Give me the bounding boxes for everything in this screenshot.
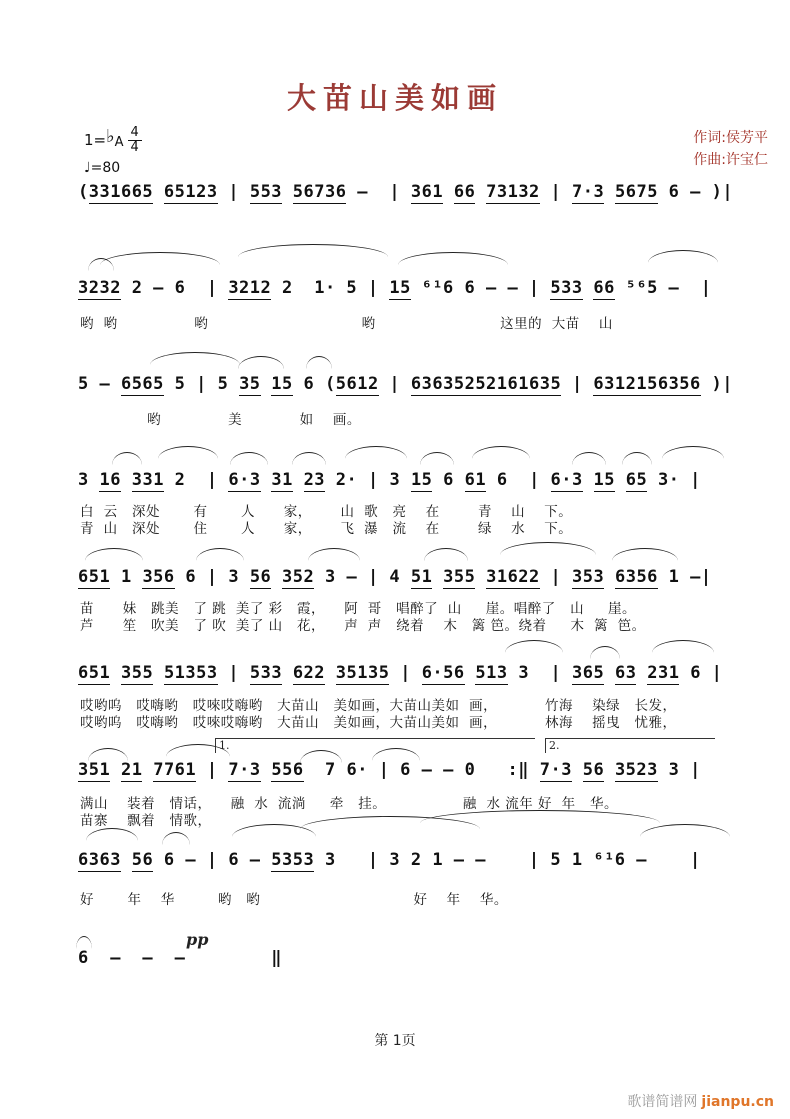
lyrics-line: 哟 哟 哟 哟 这里的 大苗 山 xyxy=(80,316,613,332)
volta-bracket-1 xyxy=(215,738,535,753)
slur-arc xyxy=(612,548,678,561)
slur-arc xyxy=(85,548,143,561)
slur-arc xyxy=(308,548,360,561)
slur-arc xyxy=(345,446,407,459)
watermark xyxy=(627,1091,774,1111)
key-letter: A xyxy=(114,134,124,150)
slur-arc xyxy=(196,548,244,561)
volta-label-1: 1. xyxy=(219,739,230,752)
lyrics-line: 青 山 深处 住 人 家， 飞 瀑 流 在 绿 水 下。 xyxy=(80,521,573,537)
slur-arc xyxy=(590,646,620,659)
dynamic-marking-pp: pp xyxy=(186,930,209,949)
notation-line-3: 5 – 6565 5 | 5 35 15 6 (5612 | 63635252161635 | 6312156356 )| xyxy=(78,374,733,394)
slur-arc xyxy=(230,452,268,465)
notation-line-5: 651 1 356 6 | 3 56 352 3 – | 4 51 355 31622 | 353 6356 1 –| xyxy=(78,567,712,587)
notation-line-9: 6 – – – ‖ xyxy=(78,948,282,968)
lyricist-credit: 作词:侯芳平 xyxy=(693,130,768,146)
time-signature xyxy=(128,126,142,154)
slur-arc xyxy=(86,828,138,841)
slur-arc xyxy=(112,452,142,465)
slur-arc xyxy=(292,452,326,465)
lyrics-line: 满山 装着 情话， 融 水 流淌 牵 挂。 融 水 流年 好 年 华。 xyxy=(80,796,618,812)
slur-arc xyxy=(652,640,714,653)
slur-arc xyxy=(500,542,596,555)
flat-icon: ♭ xyxy=(106,125,115,147)
lyrics-line: 芦 笙 吹美 了 吹 美了 山 花， 声 声 绕着 木 篱 笆。绕着 木 篱 笆。 xyxy=(80,618,646,634)
watermark-site-link[interactable]: jianpu.cn xyxy=(701,1094,774,1110)
slur-arc xyxy=(648,250,718,263)
slur-arc xyxy=(472,446,530,459)
volta-label-2: 2. xyxy=(549,739,560,752)
lyrics-line: 苗寨 飘着 情歌， xyxy=(80,813,212,829)
watermark-site-name: 歌谱简谱网 xyxy=(627,1094,698,1110)
slur-arc xyxy=(505,640,563,653)
notation-line-2: 3232 2 – 6 | 3212 2 1· 5 | 15 ⁶¹6 6 – – | 533 66 ⁵⁶5 – | xyxy=(78,278,712,298)
slur-arc xyxy=(150,352,240,365)
notation-line-7: 351 21 7761 | 7·3 556 7 6· | 6 – – 0 :‖ 7·3 56 3523 3 | xyxy=(78,760,701,780)
key-prefix: 1= xyxy=(84,131,107,150)
lyrics-line: 哎哟呜 哎嗨哟 哎唻哎嗨哟 大苗山 美如画，大苗山美如 画， 林海 摇曳 忧雅， xyxy=(80,715,677,731)
slur-arc xyxy=(398,252,508,265)
slur-arc xyxy=(424,548,468,561)
key-signature-block xyxy=(84,126,142,176)
lyrics-line: 白 云 深处 有 人 家， 山 歌 亮 在 青 山 下。 xyxy=(80,504,573,520)
slur-arc xyxy=(420,452,454,465)
slur-arc xyxy=(572,452,606,465)
notation-line-1: (331665 65123 | 553 56736 – | 361 66 73132 | 7·3 5675 6 – )| xyxy=(78,182,734,202)
notation-line-4: 3 16 331 2 | 6·3 31 23 2· | 3 15 6 61 6 | 6·3 15 65 3· | xyxy=(78,470,701,490)
slur-arc xyxy=(238,356,284,369)
page-number: 第 1页 xyxy=(374,1033,416,1049)
song-title: 大苗山美如画 xyxy=(286,81,503,115)
slur-arc xyxy=(662,446,724,459)
slur-arc xyxy=(158,446,218,459)
tempo-marking: ♩=80 xyxy=(84,160,121,177)
volta-bracket-2 xyxy=(545,738,715,753)
composer-credit: 作曲:许宝仁 xyxy=(693,152,768,169)
credits xyxy=(693,127,768,172)
lyrics-line: 苗 妹 跳美 了 跳 美了 彩 霞， 阿 哥 唱醉了 山 崖。唱醉了 山 崖。 xyxy=(80,601,637,617)
slur-arc xyxy=(622,452,652,465)
time-top: 4 xyxy=(128,126,142,141)
notation-line-6: 651 355 51353 | 533 622 35135 | 6·56 513 3 | 365 63 231 6 | xyxy=(78,663,723,683)
slur-arc xyxy=(306,356,332,369)
lyrics-line: 好 年 华 哟 哟 好 年 华。 xyxy=(80,892,508,908)
slur-arc xyxy=(100,252,220,265)
notation-line-8: 6363 56 6 – | 6 – 5353 3 | 3 2 1 – – | 5 1 ⁶¹6 – | xyxy=(78,850,701,870)
slur-arc xyxy=(162,832,190,845)
lyrics-line: 哎哟呜 哎嗨哟 哎唻哎嗨哟 大苗山 美如画，大苗山美如 画， 竹海 染绿 长发， xyxy=(80,698,677,714)
slur-arc xyxy=(238,244,388,257)
time-bottom: 4 xyxy=(130,139,139,155)
lyrics-line: 哟 美 如 画。 xyxy=(80,412,361,428)
